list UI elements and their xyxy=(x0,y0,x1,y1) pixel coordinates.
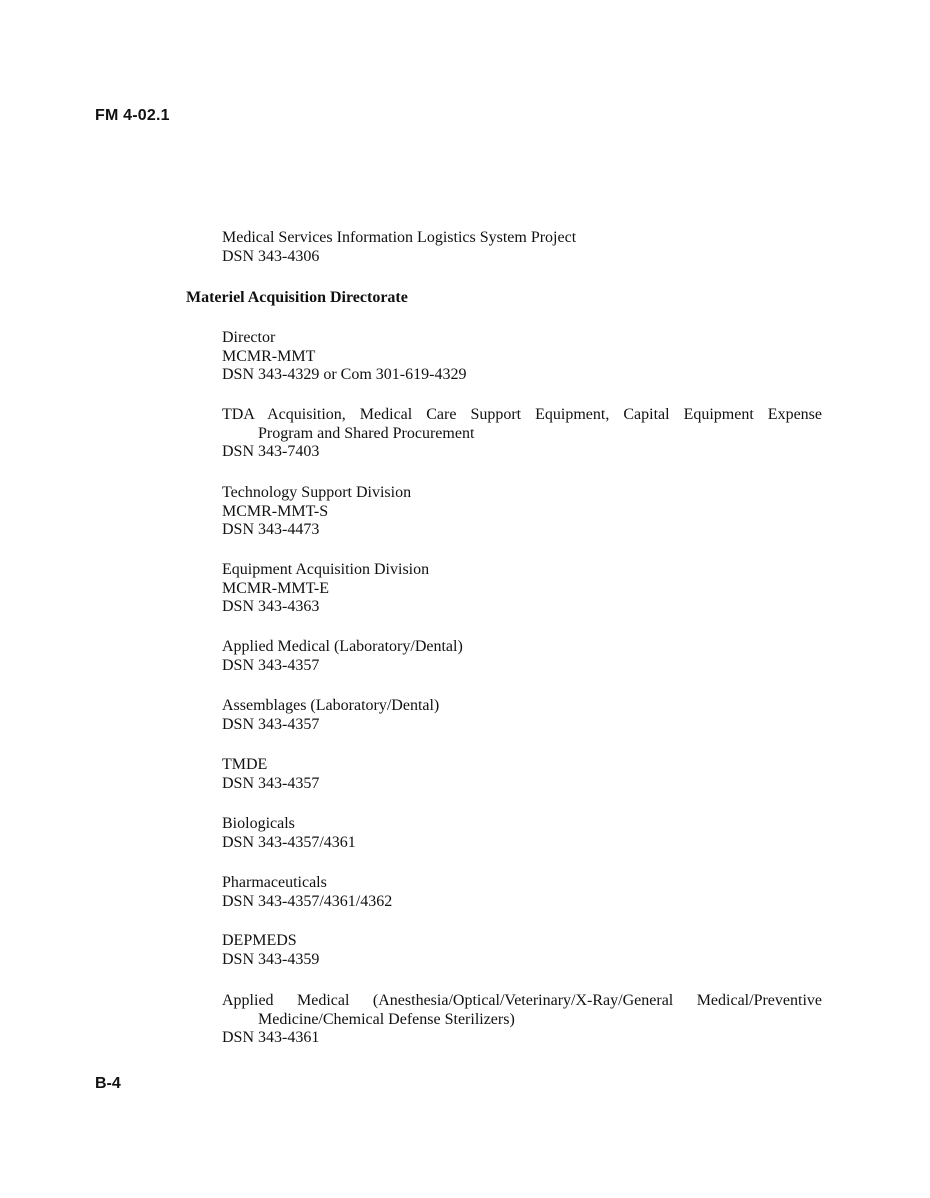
directory-entry xyxy=(222,329,822,385)
entry-phone: DSN 343-4357/4361/4362 xyxy=(222,892,393,910)
entry-phone: DSN 343-4329 or Com 301-619-4329 xyxy=(222,366,467,383)
directory-entry xyxy=(222,406,822,462)
page-number-footer: B-4 xyxy=(95,1075,121,1092)
entry-title: DEPMEDS xyxy=(222,932,297,949)
entry-title: Medical Services Information Logistics System Project xyxy=(222,229,577,246)
directory-entry xyxy=(222,484,822,540)
entry-title: TMDE xyxy=(222,756,268,773)
entry-title-continuation: Medicine/Chemical Defense Sterilizers) xyxy=(258,1010,515,1028)
entry-office-symbol: MCMR-MMT-E xyxy=(222,579,329,597)
directory-entry xyxy=(222,229,822,266)
directory-entry xyxy=(222,638,822,675)
entry-title: Applied Medical (Laboratory/Dental) xyxy=(222,638,463,655)
entry-phone: DSN 343-4357 xyxy=(222,715,320,733)
directory-entry xyxy=(222,874,822,911)
entry-title-continuation: Program and Shared Procurement xyxy=(258,424,475,442)
entry-title: Applied Medical (Anesthesia/Optical/Veterinary/X-Ray/General Medical/Preventive xyxy=(222,992,822,1009)
directory-entry xyxy=(222,756,822,793)
entry-title: Equipment Acquisition Division xyxy=(222,561,430,578)
entry-title: Assemblages (Laboratory/Dental) xyxy=(222,697,440,714)
directory-entry xyxy=(222,561,822,617)
document-id-header: FM 4-02.1 xyxy=(95,107,170,124)
directory-entry xyxy=(222,932,822,969)
entry-title: Technology Support Division xyxy=(222,484,412,501)
entry-office-symbol: MCMR-MMT xyxy=(222,347,316,365)
entry-phone: DSN 343-4363 xyxy=(222,598,320,615)
entry-phone: DSN 343-4357 xyxy=(222,656,320,674)
entry-title: TDA Acquisition, Medical Care Support Equipment, Capital Equipment Expense xyxy=(222,406,822,423)
section-heading: Materiel Acquisition Directorate xyxy=(186,289,408,306)
entry-title: Biologicals xyxy=(222,815,295,832)
entry-phone: DSN 343-4357/4361 xyxy=(222,833,356,851)
entry-phone: DSN 343-7403 xyxy=(222,443,320,460)
directory-entry xyxy=(222,815,822,852)
directory-entry xyxy=(222,992,822,1048)
entry-phone: DSN 343-4361 xyxy=(222,1029,320,1046)
entry-office-symbol: MCMR-MMT-S xyxy=(222,502,329,520)
entry-title: Director xyxy=(222,329,276,346)
directory-entry xyxy=(222,697,822,734)
entry-phone: DSN 343-4357 xyxy=(222,774,320,792)
entry-phone: DSN 343-4473 xyxy=(222,521,320,538)
entry-phone: DSN 343-4359 xyxy=(222,950,320,968)
entry-title: Pharmaceuticals xyxy=(222,874,327,891)
entry-phone: DSN 343-4306 xyxy=(222,247,320,265)
